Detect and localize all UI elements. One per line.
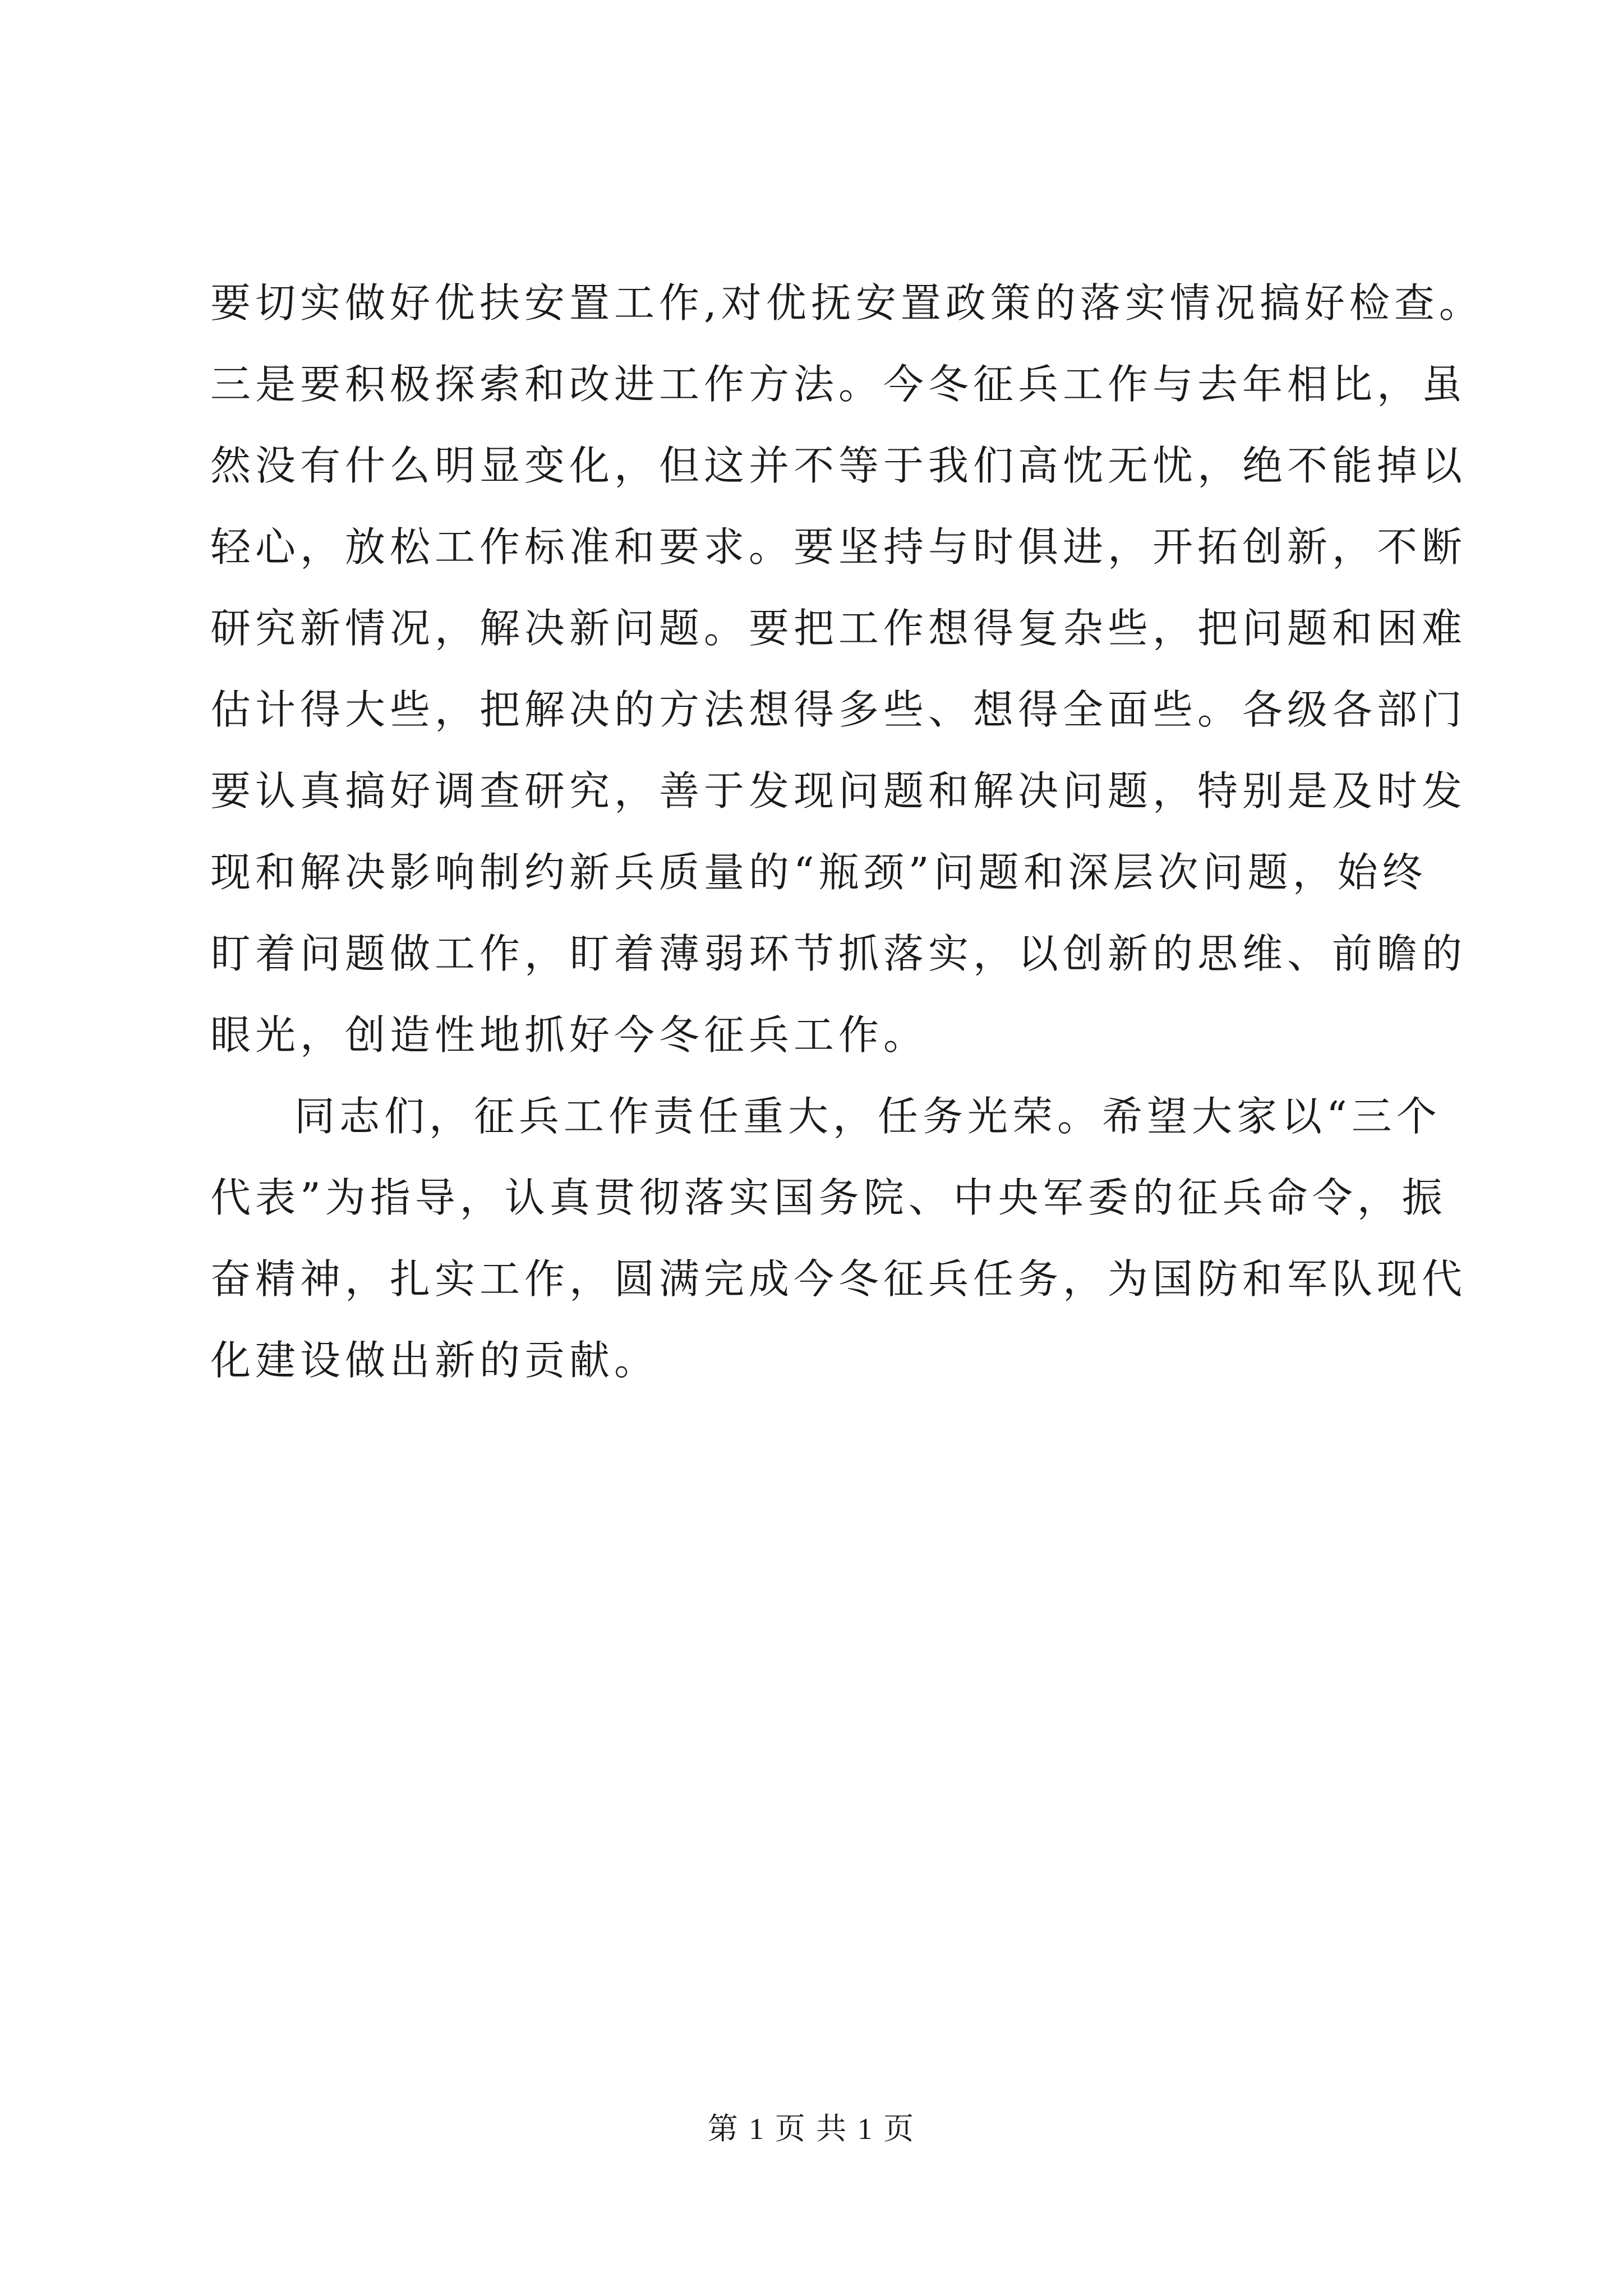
- text-line: 代表”为指导，认真贯彻落实国务院、中央军委的征兵命令，振: [210, 1174, 1447, 1221]
- page-number-footer: 第 1 页 共 1 页: [707, 2112, 916, 2146]
- paragraph-first-line: 同志们，征兵工作责任重大，任务光荣。希望大家以“三个: [294, 1093, 1441, 1140]
- text-line: 要切实做好优扶安置工作,对优抚安置政策的落实情况搞好检查。: [210, 279, 1484, 326]
- text-line: 研究新情况，解决新问题。要把工作想得复杂些，把问题和困难: [210, 605, 1467, 652]
- text-line: 要认真搞好调查研究，善于发现问题和解决问题，特别是及时发: [210, 767, 1467, 815]
- text-line: 眼光，创造性地抓好今冬征兵工作。: [210, 1011, 929, 1059]
- text-line: 轻心，放松工作标准和要求。要坚持与时俱进，开拓创新，不断: [210, 523, 1467, 570]
- text-line: 然没有什么明显变化，但这并不等于我们高忱无忧，绝不能掉以: [210, 442, 1467, 489]
- text-line: 三是要积极探索和改进工作方法。今冬征兵工作与去年相比，虽: [210, 361, 1467, 408]
- text-line: 估计得大些，把解决的方法想得多些、想得全面些。各级各部门: [210, 686, 1467, 733]
- text-line: 奋精神，扎实工作，圆满完成今冬征兵任务，为国防和军队现代: [210, 1255, 1467, 1303]
- document-body: [210, 263, 1484, 1401]
- text-line: 化建设做出新的贡献。: [210, 1337, 660, 1384]
- text-line: 现和解决影响制约新兵质量的“瓶颈”问题和深层次问题，始终: [210, 849, 1427, 896]
- text-line: 盯着问题做工作，盯着薄弱环节抓落实，以创新的思维、前瞻的: [210, 930, 1467, 977]
